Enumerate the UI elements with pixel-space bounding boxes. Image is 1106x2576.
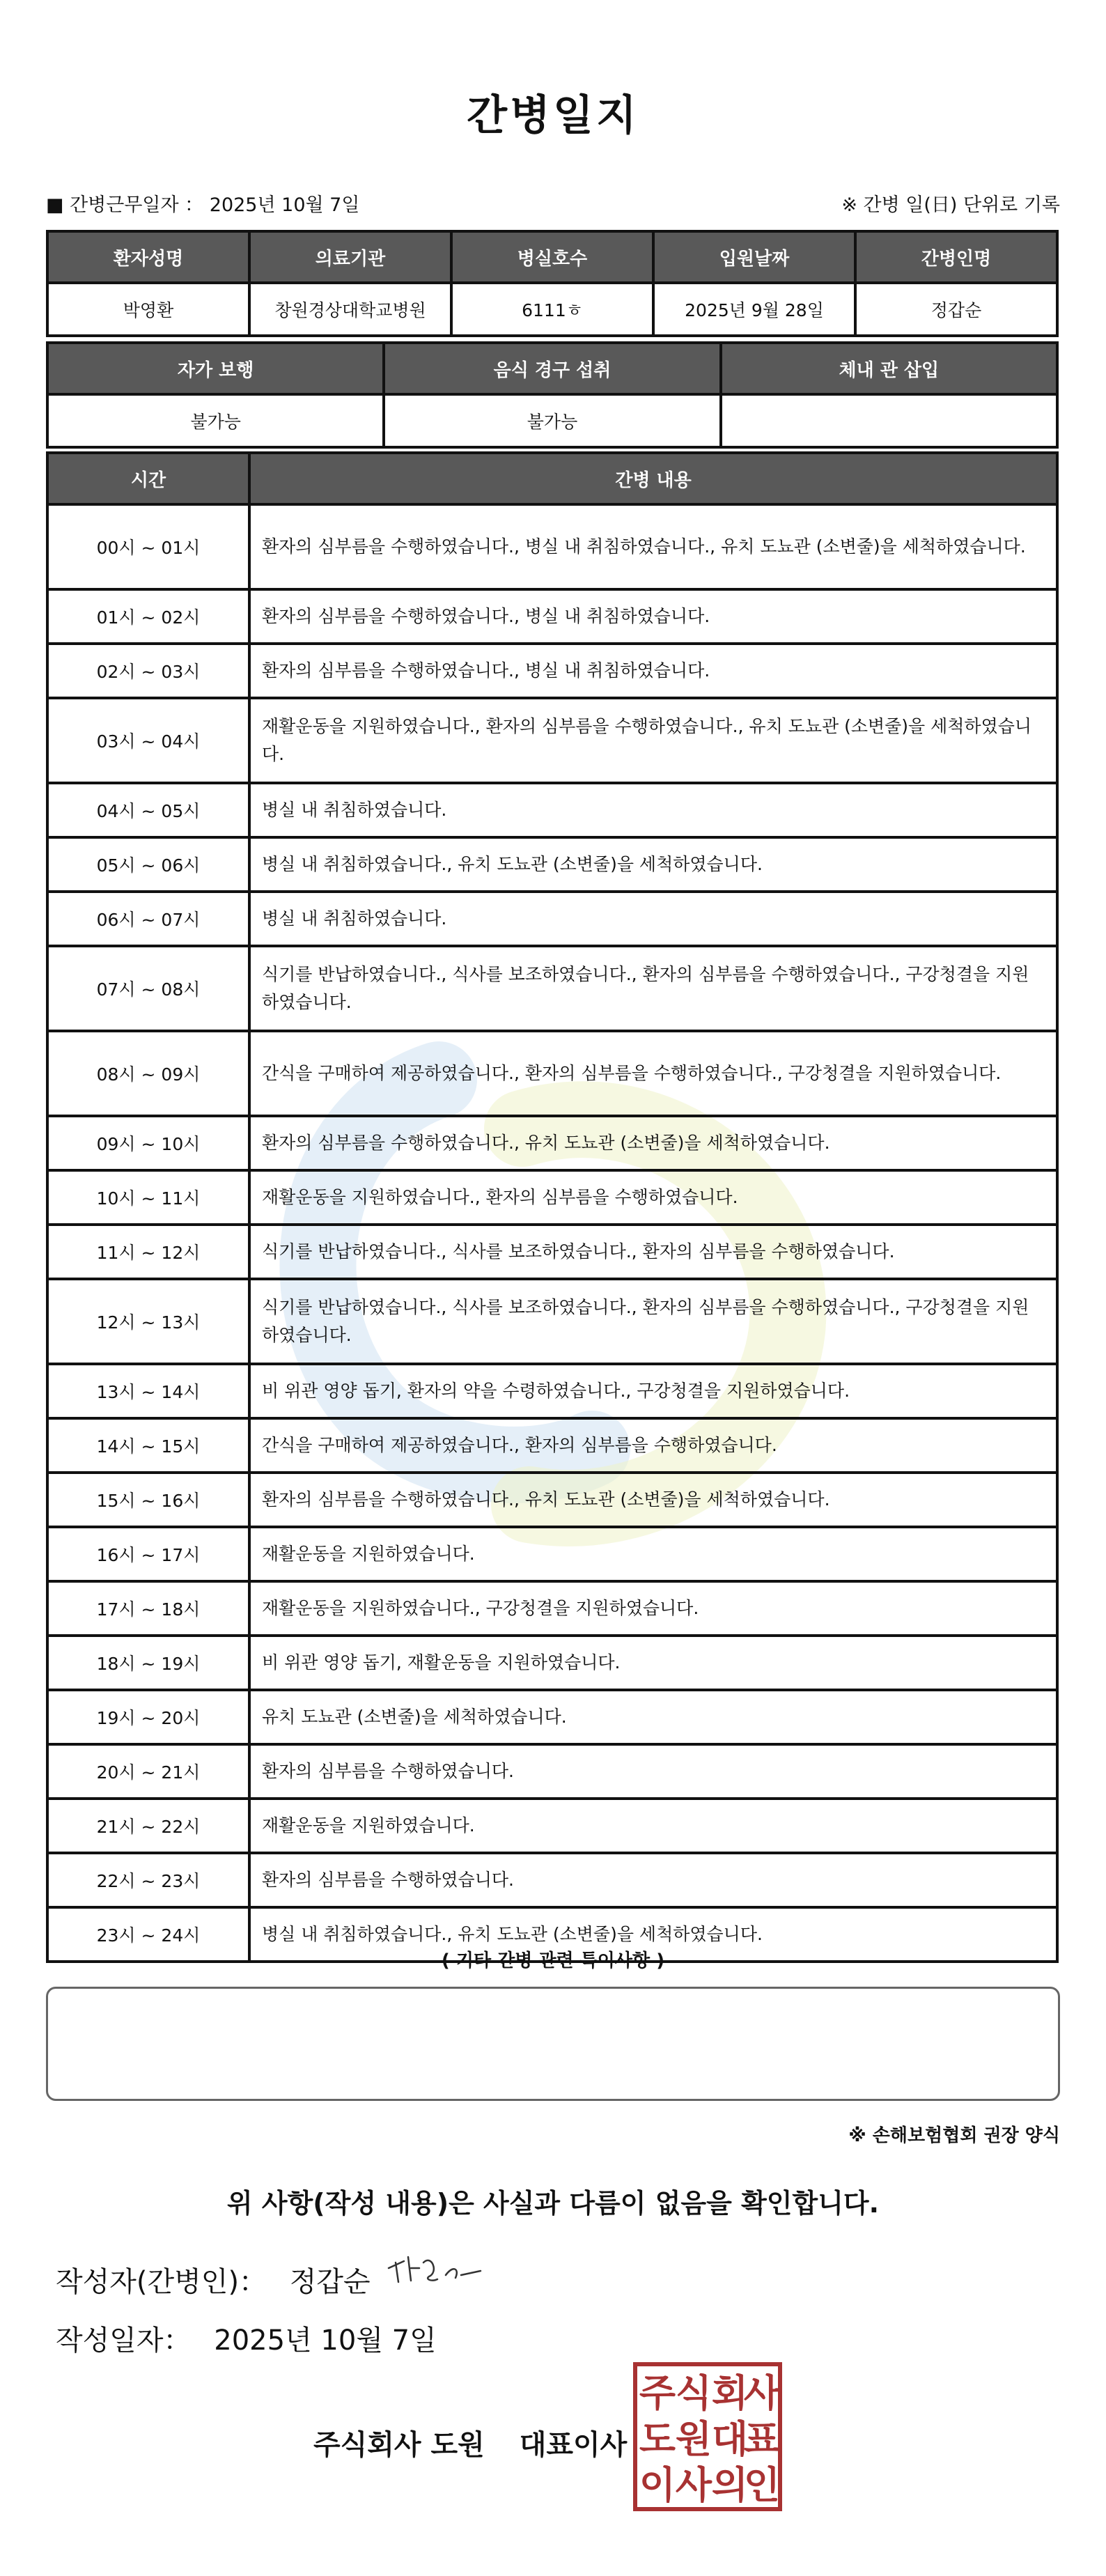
svg-text:표: 표 xyxy=(743,2417,781,2461)
representative-title: 대표이사 xyxy=(519,2429,628,2461)
content-cell: 환자의 심부름을 수행하였습니다., 병실 내 취침하였습니다., 유치 도뇨관 (소변줄)을 세척하였습니다. xyxy=(249,504,1057,589)
form-note: ※ 손해보험협회 권장 양식 xyxy=(848,2125,1060,2146)
header-oral-intake: 음식 경구 섭취 xyxy=(384,343,720,394)
care-log-table xyxy=(46,451,1059,1963)
content-cell: 간식을 구매하여 제공하였습니다., 환자의 심부름을 수행하였습니다., 구강청결을 지원하였습니다. xyxy=(249,1031,1057,1116)
content-cell: 비 위관 영양 돕기, 재활운동을 지원하였습니다. xyxy=(249,1636,1057,1690)
writer-line xyxy=(56,2260,371,2299)
hospital: 창원경상대학교병원 xyxy=(249,283,451,336)
self-walking: 불가능 xyxy=(47,394,384,447)
table-row xyxy=(47,1031,1057,1116)
caregiver-name: 정갑순 xyxy=(855,283,1057,336)
time-cell: 14시 ~ 15시 xyxy=(47,1418,249,1473)
table-row xyxy=(47,1581,1057,1636)
content-cell: 병실 내 취침하였습니다. xyxy=(249,783,1057,837)
content-cell: 식기를 반납하였습니다., 식사를 보조하였습니다., 환자의 심부름을 수행하였습니다. xyxy=(249,1225,1057,1279)
content-cell: 재활운동을 지원하였습니다., 환자의 심부름을 수행하였습니다., 유치 도뇨관 (소변줄)을 세척하였습니다. xyxy=(249,698,1057,783)
remarks-box xyxy=(46,1987,1060,2101)
table-row xyxy=(47,783,1057,837)
written-date-line xyxy=(56,2318,437,2358)
content-cell: 환자의 심부름을 수행하였습니다. xyxy=(249,1744,1057,1799)
svg-text:사: 사 xyxy=(743,2371,781,2415)
table-row xyxy=(47,1473,1057,1527)
table-row xyxy=(47,1116,1057,1170)
table-row xyxy=(47,698,1057,783)
content-cell: 재활운동을 지원하였습니다. xyxy=(249,1527,1057,1581)
work-date-label: ■ 간병근무일자 ： xyxy=(46,194,204,216)
content-cell: 재활운동을 지원하였습니다. xyxy=(249,1799,1057,1853)
table-row xyxy=(47,644,1057,698)
header-patient-name: 환자성명 xyxy=(47,231,249,283)
svg-text:회: 회 xyxy=(711,2371,749,2415)
content-cell: 환자의 심부름을 수행하였습니다., 병실 내 취침하였습니다. xyxy=(249,589,1057,644)
content-cell: 병실 내 취침하였습니다., 유치 도뇨관 (소변줄)을 세척하였습니다. xyxy=(249,837,1057,892)
table-row xyxy=(47,1225,1057,1279)
time-cell: 13시 ~ 14시 xyxy=(47,1364,249,1418)
unit-note: ※ 간병 일(日) 단위로 기록 xyxy=(841,194,1060,216)
svg-text:주: 주 xyxy=(639,2371,676,2415)
table-row xyxy=(47,1418,1057,1473)
header-care-content: 간병 내용 xyxy=(249,453,1057,504)
content-cell: 간식을 구매하여 제공하였습니다., 환자의 심부름을 수행하였습니다. xyxy=(249,1418,1057,1473)
time-cell: 18시 ~ 19시 xyxy=(47,1636,249,1690)
patient-info-value-row xyxy=(47,283,1057,336)
time-cell: 19시 ~ 20시 xyxy=(47,1690,249,1744)
time-cell: 06시 ~ 07시 xyxy=(47,892,249,946)
oral-intake: 불가능 xyxy=(384,394,720,447)
table-row xyxy=(47,1170,1057,1225)
table-row xyxy=(47,1744,1057,1799)
svg-text:원: 원 xyxy=(675,2417,712,2461)
content-cell: 환자의 심부름을 수행하였습니다., 병실 내 취침하였습니다. xyxy=(249,644,1057,698)
time-cell: 05시 ~ 06시 xyxy=(47,837,249,892)
time-cell: 22시 ~ 23시 xyxy=(47,1853,249,1907)
company-name: 주식회사 도원 xyxy=(313,2429,485,2461)
admission-date: 2025년 9월 28일 xyxy=(653,283,855,336)
writer-name: 정갑순 xyxy=(289,2266,371,2298)
table-row xyxy=(47,837,1057,892)
patient-info-header-row xyxy=(47,231,1057,283)
content-cell: 식기를 반납하였습니다., 식사를 보조하였습니다., 환자의 심부름을 수행하였습니다., 구강청결을 지원하였습니다. xyxy=(249,946,1057,1031)
writer-label: 작성자(간병인)： xyxy=(56,2266,267,2298)
time-cell: 09시 ~ 10시 xyxy=(47,1116,249,1170)
time-cell: 00시 ~ 01시 xyxy=(47,504,249,589)
table-row xyxy=(47,1636,1057,1690)
svg-text:의: 의 xyxy=(711,2463,749,2507)
patient-name: 박영환 xyxy=(47,283,249,336)
work-date-value: 2025년 10월 7일 xyxy=(209,194,360,216)
time-cell: 23시 ~ 24시 xyxy=(47,1907,249,1962)
header-room-number: 병실호수 xyxy=(451,231,653,283)
table-row xyxy=(47,892,1057,946)
written-date: 2025년 10월 7일 xyxy=(214,2325,437,2357)
table-row xyxy=(47,1279,1057,1364)
table-row xyxy=(47,1799,1057,1853)
signature xyxy=(383,2247,488,2296)
remarks-title: ( 기타 간병 관련 특이사항 ) xyxy=(441,1950,665,1971)
header-self-walking: 자가 보행 xyxy=(47,343,384,394)
confirmation-statement: 위 사항(작성 내용)은 사실과 다름이 없음을 확인합니다. xyxy=(226,2188,880,2219)
content-cell: 환자의 심부름을 수행하였습니다. xyxy=(249,1853,1057,1907)
table-row xyxy=(47,1690,1057,1744)
time-cell: 01시 ~ 02시 xyxy=(47,589,249,644)
table-row xyxy=(47,589,1057,644)
table-row xyxy=(47,504,1057,589)
time-cell: 04시 ~ 05시 xyxy=(47,783,249,837)
content-cell: 병실 내 취침하였습니다. xyxy=(249,892,1057,946)
company-line xyxy=(313,2423,627,2462)
table-row xyxy=(47,1853,1057,1907)
content-cell: 재활운동을 지원하였습니다., 구강청결을 지원하였습니다. xyxy=(249,1581,1057,1636)
content-cell: 환자의 심부름을 수행하였습니다., 유치 도뇨관 (소변줄)을 세척하였습니다. xyxy=(249,1473,1057,1527)
tube-insertion xyxy=(721,394,1057,447)
time-cell: 02시 ~ 03시 xyxy=(47,644,249,698)
room-number: 6111ㅎ xyxy=(451,283,653,336)
time-cell: 08시 ~ 09시 xyxy=(47,1031,249,1116)
table-row xyxy=(47,1527,1057,1581)
table-row xyxy=(47,1364,1057,1418)
care-status-header-row xyxy=(47,343,1057,394)
header-caregiver-name: 간병인명 xyxy=(855,231,1057,283)
time-cell: 15시 ~ 16시 xyxy=(47,1473,249,1527)
work-date xyxy=(46,189,359,217)
svg-text:이: 이 xyxy=(639,2463,676,2507)
page-title: 간병일지 xyxy=(467,91,639,140)
header-hospital: 의료기관 xyxy=(249,231,451,283)
svg-text:사: 사 xyxy=(675,2463,712,2507)
header-admission-date: 입원날짜 xyxy=(653,231,855,283)
table-row xyxy=(47,946,1057,1031)
care-status-value-row xyxy=(47,394,1057,447)
svg-text:식: 식 xyxy=(675,2371,712,2415)
content-cell: 환자의 심부름을 수행하였습니다., 유치 도뇨관 (소변줄)을 세척하였습니다. xyxy=(249,1116,1057,1170)
time-cell: 11시 ~ 12시 xyxy=(47,1225,249,1279)
content-cell: 비 위관 영양 돕기, 환자의 약을 수령하였습니다., 구강청결을 지원하였습니다. xyxy=(249,1364,1057,1418)
content-cell: 식기를 반납하였습니다., 식사를 보조하였습니다., 환자의 심부름을 수행하였습니다., 구강청결을 지원하였습니다. xyxy=(249,1279,1057,1364)
written-date-label: 작성일자： xyxy=(56,2325,192,2357)
svg-text:대: 대 xyxy=(711,2417,749,2461)
time-cell: 10시 ~ 11시 xyxy=(47,1170,249,1225)
content-cell: 병실 내 취침하였습니다., 유치 도뇨관 (소변줄)을 세척하였습니다. xyxy=(249,1907,1057,1962)
patient-info-table xyxy=(46,230,1059,337)
care-status-table xyxy=(46,341,1059,449)
svg-text:도: 도 xyxy=(639,2417,676,2461)
content-cell: 재활운동을 지원하였습니다., 환자의 심부름을 수행하였습니다. xyxy=(249,1170,1057,1225)
time-cell: 21시 ~ 22시 xyxy=(47,1799,249,1853)
time-cell: 03시 ~ 04시 xyxy=(47,698,249,783)
svg-text:인: 인 xyxy=(743,2463,781,2507)
time-cell: 07시 ~ 08시 xyxy=(47,946,249,1031)
time-cell: 17시 ~ 18시 xyxy=(47,1581,249,1636)
time-cell: 16시 ~ 17시 xyxy=(47,1527,249,1581)
company-seal xyxy=(632,2361,783,2512)
care-log-header-row xyxy=(47,453,1057,504)
content-cell: 유치 도뇨관 (소변줄)을 세척하였습니다. xyxy=(249,1690,1057,1744)
time-cell: 12시 ~ 13시 xyxy=(47,1279,249,1364)
header-tube-insertion: 체내 관 삽입 xyxy=(721,343,1057,394)
header-time: 시간 xyxy=(47,453,249,504)
time-cell: 20시 ~ 21시 xyxy=(47,1744,249,1799)
